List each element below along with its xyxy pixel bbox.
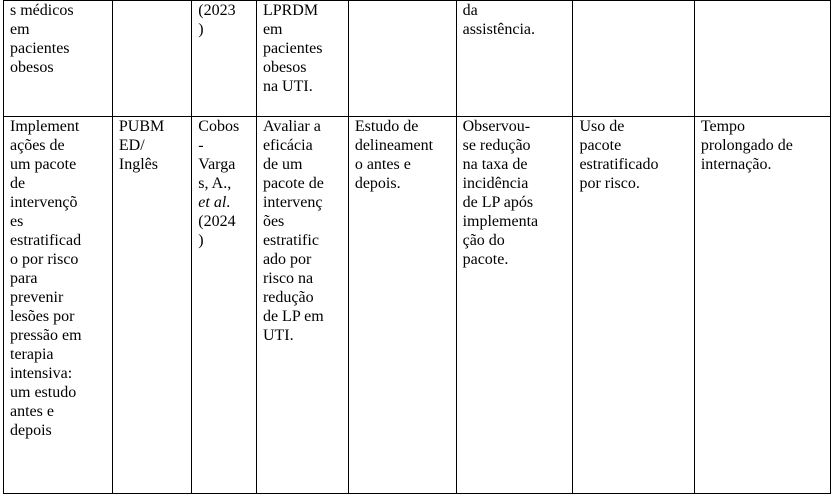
table-cell-objective: LPRDM em pacientes obesos na UTI.	[256, 1, 348, 117]
table-cell-intervention: Uso de pacote estratificado por risco.	[573, 117, 694, 494]
author-name: Cobos - Varga s, A.,	[198, 118, 240, 192]
author-etal: et al	[198, 194, 227, 211]
table-cell-title: Implement ações de um pacote de intervençõ es estratificad o por risco para prevenir lesões por pressão em terapia intensiva: um estudo antes e depois	[4, 117, 113, 494]
table-cell-title: s médicos em pacientes obesos	[4, 1, 113, 117]
table-cell-objective: Avaliar a eficácia de um pacote de intervenç ões estratific ado por risco na redução de LP em UTI.	[256, 117, 348, 494]
table-cell-limitation: Tempo prolongado de internação.	[694, 117, 830, 494]
table-cell-results: da assistência.	[456, 1, 573, 117]
table-row	[4, 1, 831, 117]
table-cell-database	[112, 1, 191, 117]
table-cell-author	[192, 117, 257, 494]
table-cell-intervention	[573, 1, 694, 117]
table-cell-results: Observou- se redução na taxa de incidência de LP após implementa ção do pacote.	[456, 117, 573, 494]
evidence-table	[3, 0, 831, 494]
table-cell-design: Estudo de delineament o antes e depois.	[348, 117, 456, 494]
table-cell-author: (2023 )	[192, 1, 257, 117]
table-cell-database: PUBM ED/ Inglês	[112, 117, 191, 494]
author-year: . (2024 )	[198, 194, 236, 249]
table-row	[4, 117, 831, 494]
table-cell-design	[348, 1, 456, 117]
table-cell-limitation	[694, 1, 830, 117]
